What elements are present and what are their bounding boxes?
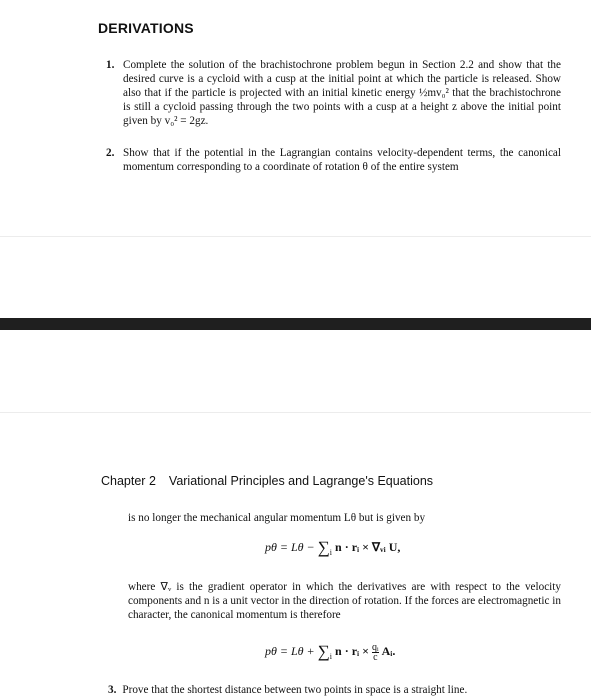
problem-3-text: Prove that the shortest distance between two points in space is a straight line. bbox=[122, 684, 468, 696]
problem-1 bbox=[106, 58, 561, 128]
eq1-rhs: n · rᵢ × ∇ᵥᵢ U, bbox=[335, 540, 401, 554]
eq2-sum-symbol: ∑ bbox=[317, 642, 330, 661]
page-divider-bottom bbox=[0, 412, 591, 413]
problem-2-number: 2. bbox=[106, 147, 115, 159]
eq1-lhs: pθ = Lθ − bbox=[265, 540, 315, 554]
paragraph-gradient-operator: where ∇ᵥ is the gradient operator in which the derivatives are with respect to the velocity components and n is a unit vector in the direction of rotation. If the forces are electromagnetic in character, the canonical momentum is therefore bbox=[128, 581, 561, 621]
eq2-lhs: pθ = Lθ + bbox=[265, 644, 315, 658]
eq2-index: i bbox=[329, 652, 333, 661]
problem-3 bbox=[108, 684, 467, 696]
eq1-sum-symbol: ∑ bbox=[317, 538, 330, 557]
section-heading: DERIVATIONS bbox=[98, 20, 194, 36]
problem-2 bbox=[106, 146, 561, 174]
problem-1-number: 1. bbox=[106, 59, 115, 71]
chapter-header bbox=[101, 474, 433, 488]
chapter-number: Chapter 2 bbox=[101, 474, 156, 488]
eq2-mid: n · rᵢ × bbox=[335, 644, 369, 658]
eq2-frac-top: qᵢ bbox=[372, 641, 379, 653]
problem-2-text: Show that if the potential in the Lagrangian contains velocity-dependent terms, the canonical momentum corresponding to a coordinate of rotation θ of the entire system bbox=[123, 147, 561, 173]
equation-electromagnetic-momentum bbox=[265, 640, 395, 662]
problem-1-text: Complete the solution of the brachistochrone problem begun in Section 2.2 and show that the desired curve is a cycloid with a cusp at the initial point at which the particle is released. Show also that if the particle is projected with an initial kinetic energy ½mv₀² that the brachistochrone is still a cycloid passing through the two points with a cusp at a height z above the initial point given by v₀² = 2gz. bbox=[123, 59, 561, 127]
eq2-fraction bbox=[372, 643, 379, 662]
problem-3-number: 3. bbox=[108, 684, 117, 696]
page-separator-band bbox=[0, 318, 591, 330]
eq1-index: i bbox=[329, 548, 333, 557]
page-divider-top bbox=[0, 236, 591, 237]
equation-canonical-momentum bbox=[265, 536, 400, 556]
eq2-frac-bottom: c bbox=[373, 651, 378, 663]
chapter-title: Variational Principles and Lagrange's Equations bbox=[168, 474, 434, 488]
eq2-rhs: Aᵢ. bbox=[381, 644, 396, 658]
paragraph-angular-momentum: is no longer the mechanical angular momentum Lθ but is given by bbox=[128, 512, 426, 524]
